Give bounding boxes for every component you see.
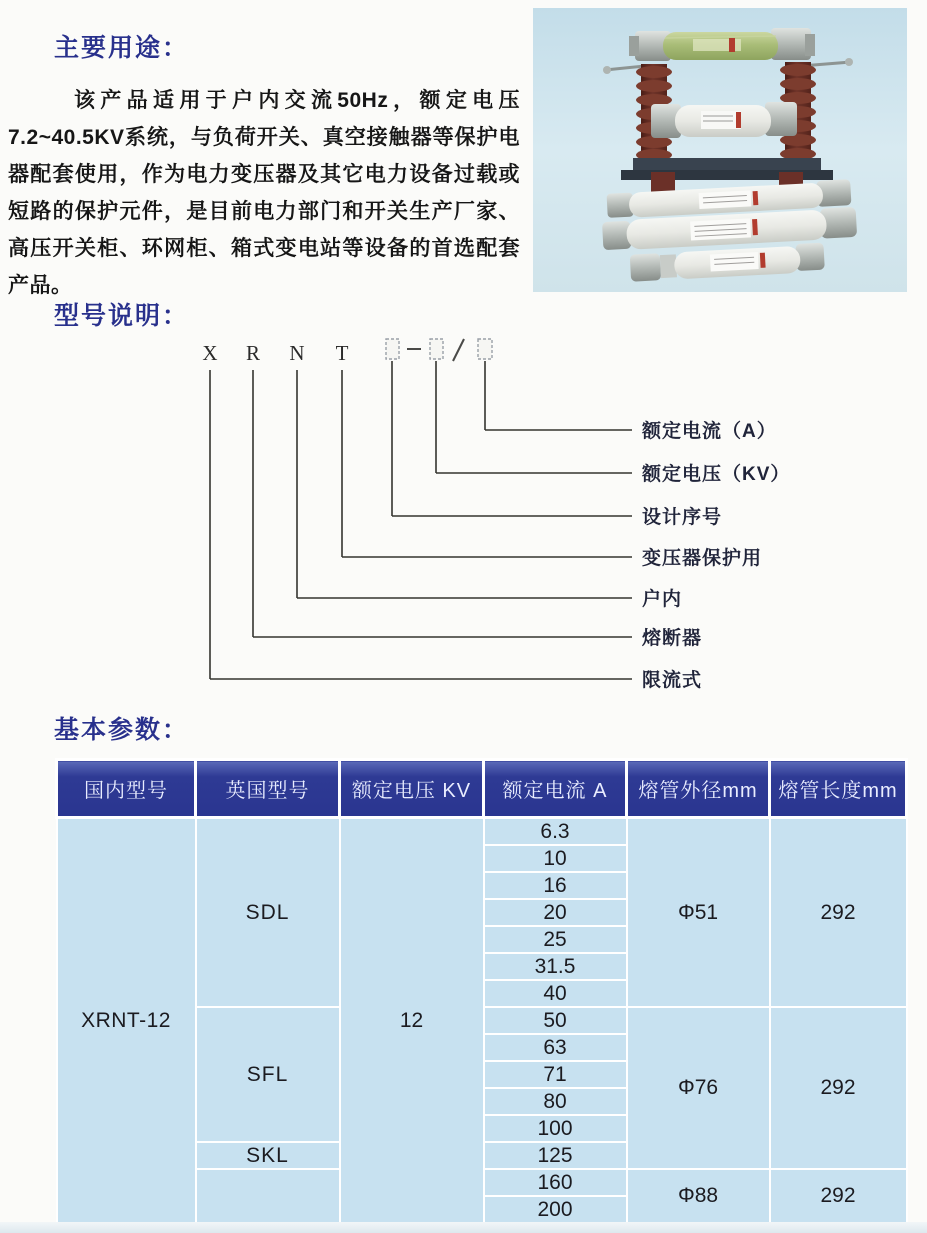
current-cell: 6.3 (484, 818, 627, 846)
current-cell: 20 (484, 899, 627, 926)
current-cell: 125 (484, 1142, 627, 1169)
current-cell: 160 (484, 1169, 627, 1196)
current-cell: 200 (484, 1196, 627, 1223)
current-cell: 16 (484, 872, 627, 899)
model-label: 限流式 (642, 670, 703, 691)
usage-paragraph: 该产品适用于户内交流50Hz，额定电压7.2~40.5KV系统，与负荷开关、真空接触器等保护电器配套使用，作为电力变压器及其它电力设备过载或短路的保护元件，是目前电力部门和开关生产厂家、高压开关柜、环网柜、箱式变电站等设备的首选配套产品。 (8, 89, 520, 297)
current-cell: 50 (484, 1007, 627, 1034)
current-cell: 100 (484, 1115, 627, 1142)
model-letter: N (289, 341, 305, 365)
model-label: 设计序号 (642, 507, 723, 528)
model-letter: T (335, 341, 349, 365)
parameters-table (55, 758, 908, 1224)
uk-model-cell: SFL (196, 1007, 340, 1142)
slash-separator (453, 339, 464, 361)
table-row (57, 818, 907, 846)
current-cell: 10 (484, 845, 627, 872)
header-tube-diameter: 熔管外径mm (627, 760, 770, 818)
current-cell: 40 (484, 980, 627, 1007)
page-bottom-strip (0, 1222, 927, 1233)
current-cell: 80 (484, 1088, 627, 1115)
length-cell: 292 (770, 818, 907, 1008)
length-cell: 292 (770, 1007, 907, 1169)
model-label: 熔断器 (642, 628, 703, 649)
diameter-cell: Φ88 (627, 1169, 770, 1223)
model-heading: 型号说明： (54, 303, 190, 330)
model-label: 变压器保护用 (642, 548, 763, 569)
uk-model-cell: SKL (196, 1142, 340, 1169)
header-domestic-model: 国内型号 (57, 760, 196, 818)
current-cell: 31.5 (484, 953, 627, 980)
current-cell: 71 (484, 1061, 627, 1088)
model-placeholder-box (478, 339, 492, 359)
model-label: 额定电压（KV） (642, 464, 791, 485)
diameter-cell: Φ76 (627, 1007, 770, 1169)
diameter-cell: Φ51 (627, 818, 770, 1008)
header-tube-length: 熔管长度mm (770, 760, 907, 818)
length-cell: 292 (770, 1169, 907, 1223)
table-header-row (57, 760, 907, 818)
header-rated-current: 额定电流 A (484, 760, 627, 818)
uk-model-cell (196, 1169, 340, 1223)
params-heading: 基本参数： (54, 717, 190, 744)
current-cell: 63 (484, 1034, 627, 1061)
current-cell: 25 (484, 926, 627, 953)
voltage-cell: 12 (340, 818, 484, 1224)
model-label: 户内 (642, 589, 683, 610)
header-uk-model: 英国型号 (196, 760, 340, 818)
model-letter: X (202, 341, 218, 365)
uk-model-cell: SDL (196, 818, 340, 1008)
model-label: 额定电流（A） (642, 421, 777, 442)
domestic-model-cell: XRNT-12 (57, 818, 196, 1224)
model-placeholder-box (386, 339, 399, 359)
model-placeholder-box (430, 339, 443, 359)
usage-heading: 主要用途： (54, 35, 190, 62)
header-rated-voltage: 额定电压 KV (340, 760, 484, 818)
model-letter: R (245, 341, 261, 365)
